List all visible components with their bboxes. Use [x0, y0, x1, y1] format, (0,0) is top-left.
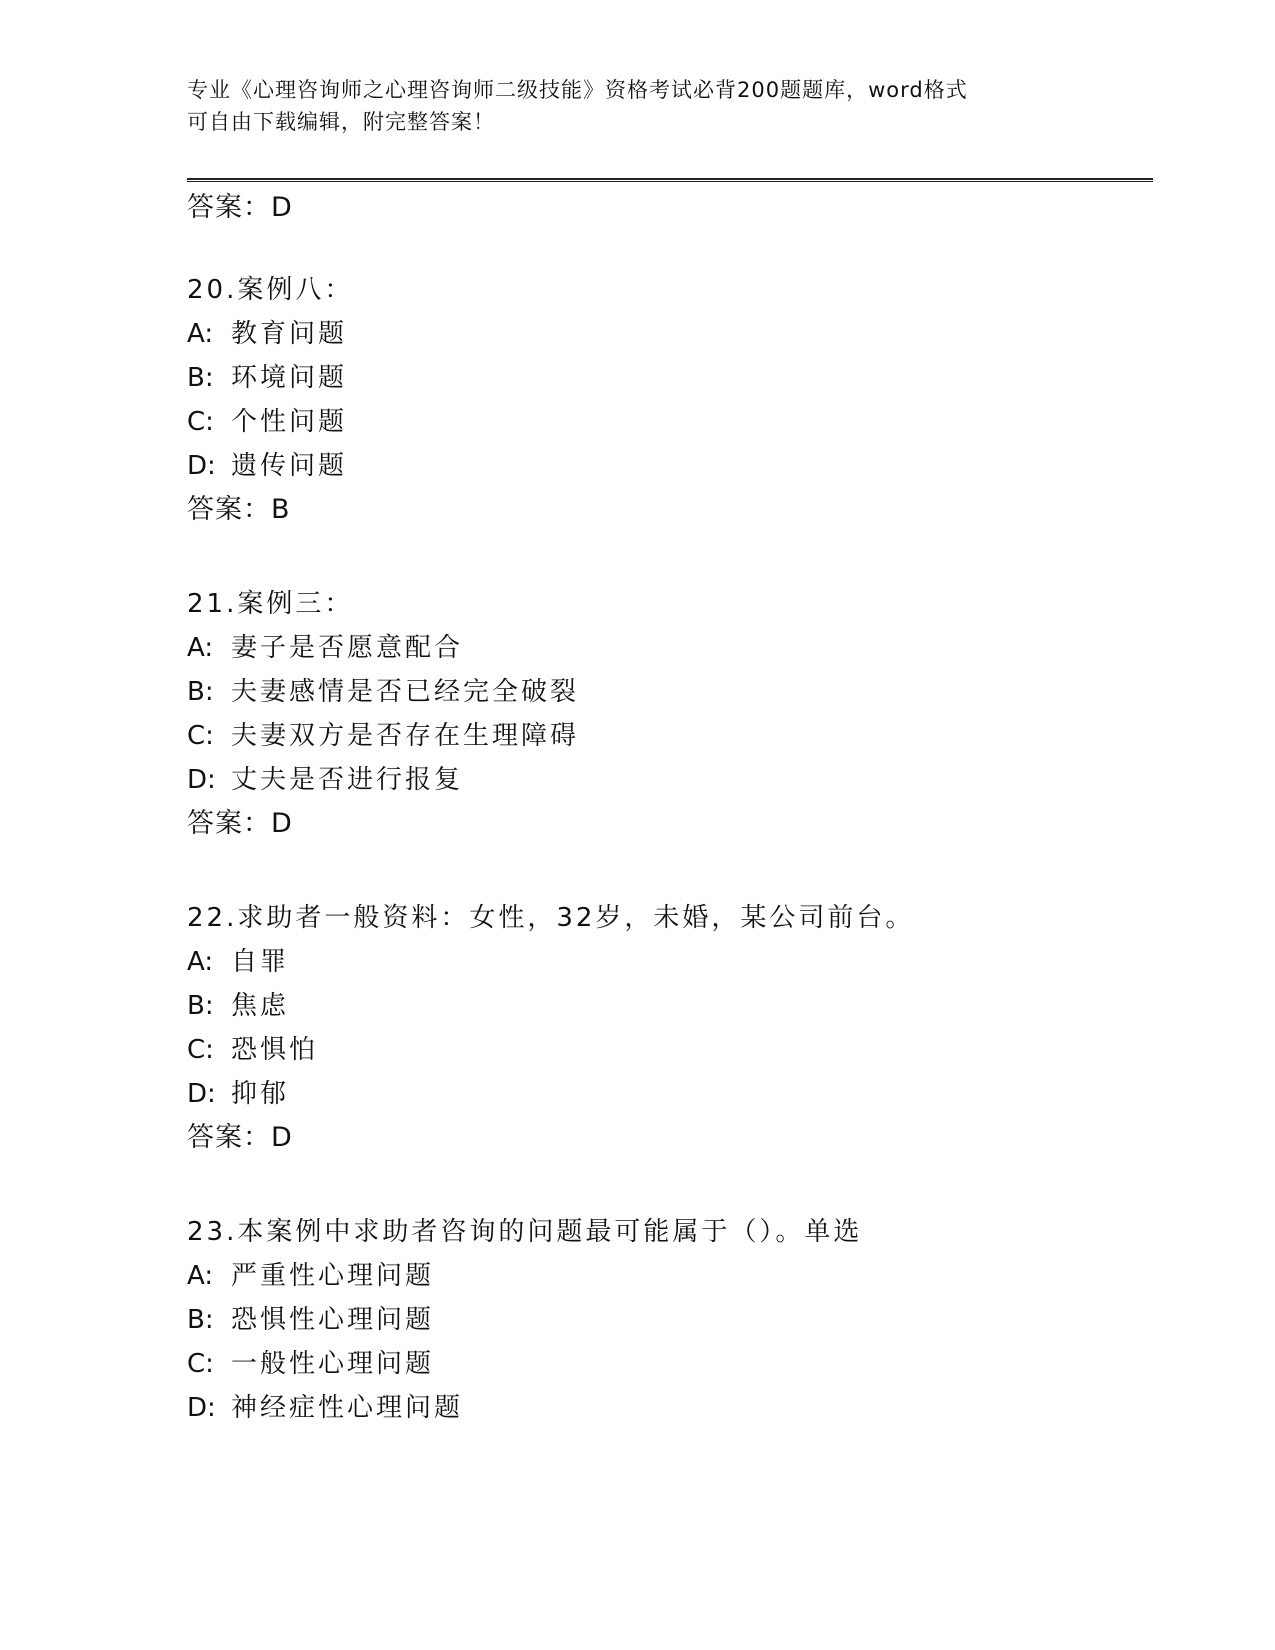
option-text: 焦虑	[231, 991, 290, 1021]
document-header	[187, 74, 1067, 138]
option-text: 夫妻感情是否已经完全破裂	[231, 677, 580, 707]
option-text: 妻子是否愿意配合	[231, 633, 464, 663]
option-letter: A:	[187, 947, 214, 977]
question-stem-23: 23.本案例中求助者咨询的问题最可能属于（）。单选	[187, 1217, 863, 1247]
option-text: 教育问题	[231, 319, 348, 349]
question-stem-20: 20.案例八：	[187, 275, 354, 305]
option-letter: B:	[187, 677, 214, 707]
question-22-option-a	[187, 944, 289, 980]
question-stem-21: 21.案例三：	[187, 589, 354, 619]
question-23-option-c	[187, 1346, 434, 1382]
question-21-option-c	[187, 718, 579, 754]
option-text: 个性问题	[231, 407, 348, 437]
question-20-option-b	[187, 360, 347, 396]
option-letter: D:	[187, 1393, 216, 1423]
option-letter: C:	[187, 1349, 214, 1379]
answer-22: 答案：D	[187, 1122, 293, 1153]
question-20-option-c	[187, 404, 347, 440]
option-letter: C:	[187, 721, 214, 751]
option-letter: A:	[187, 633, 214, 663]
option-letter: D:	[187, 765, 216, 795]
option-text: 严重性心理问题	[231, 1261, 435, 1291]
answer-21: 答案：D	[187, 808, 293, 839]
option-letter: A:	[187, 1261, 214, 1291]
option-letter: B:	[187, 363, 214, 393]
option-letter: D:	[187, 451, 216, 481]
option-letter: D:	[187, 1079, 216, 1109]
option-letter: C:	[187, 407, 214, 437]
answer-top: 答案：D	[187, 192, 293, 223]
question-22-option-c	[187, 1032, 318, 1068]
question-20-option-d	[187, 448, 347, 484]
question-20-option-a	[187, 316, 347, 352]
option-text: 自罪	[231, 947, 290, 977]
option-text: 恐惧怕	[231, 1035, 319, 1065]
header-divider	[187, 178, 1153, 182]
header-line-1: 专业《心理咨询师之心理咨询师二级技能》资格考试必背200题题库，word格式	[187, 78, 968, 102]
question-21-option-a	[187, 630, 463, 666]
option-letter: B:	[187, 1305, 214, 1335]
question-23-option-d	[187, 1390, 463, 1426]
option-letter: A:	[187, 319, 214, 349]
question-23-option-a	[187, 1258, 434, 1294]
question-22-option-d	[187, 1076, 289, 1112]
option-letter: C:	[187, 1035, 214, 1065]
option-text: 丈夫是否进行报复	[231, 765, 464, 795]
question-21-option-d	[187, 762, 463, 798]
option-text: 遗传问题	[231, 451, 348, 481]
question-23-option-b	[187, 1302, 434, 1338]
header-line-2: 可自由下载编辑，附完整答案！	[187, 110, 495, 134]
option-text: 恐惧性心理问题	[231, 1305, 435, 1335]
question-stem-22: 22.求助者一般资料：女性，32岁，未婚，某公司前台。	[187, 903, 915, 933]
question-21-option-b	[187, 674, 579, 710]
option-text: 夫妻双方是否存在生理障碍	[231, 721, 580, 751]
option-text: 神经症性心理问题	[231, 1393, 464, 1423]
option-text: 环境问题	[231, 363, 348, 393]
option-text: 一般性心理问题	[231, 1349, 435, 1379]
question-22-option-b	[187, 988, 289, 1024]
option-text: 抑郁	[231, 1079, 290, 1109]
option-letter: B:	[187, 991, 214, 1021]
answer-20: 答案：B	[187, 494, 291, 525]
